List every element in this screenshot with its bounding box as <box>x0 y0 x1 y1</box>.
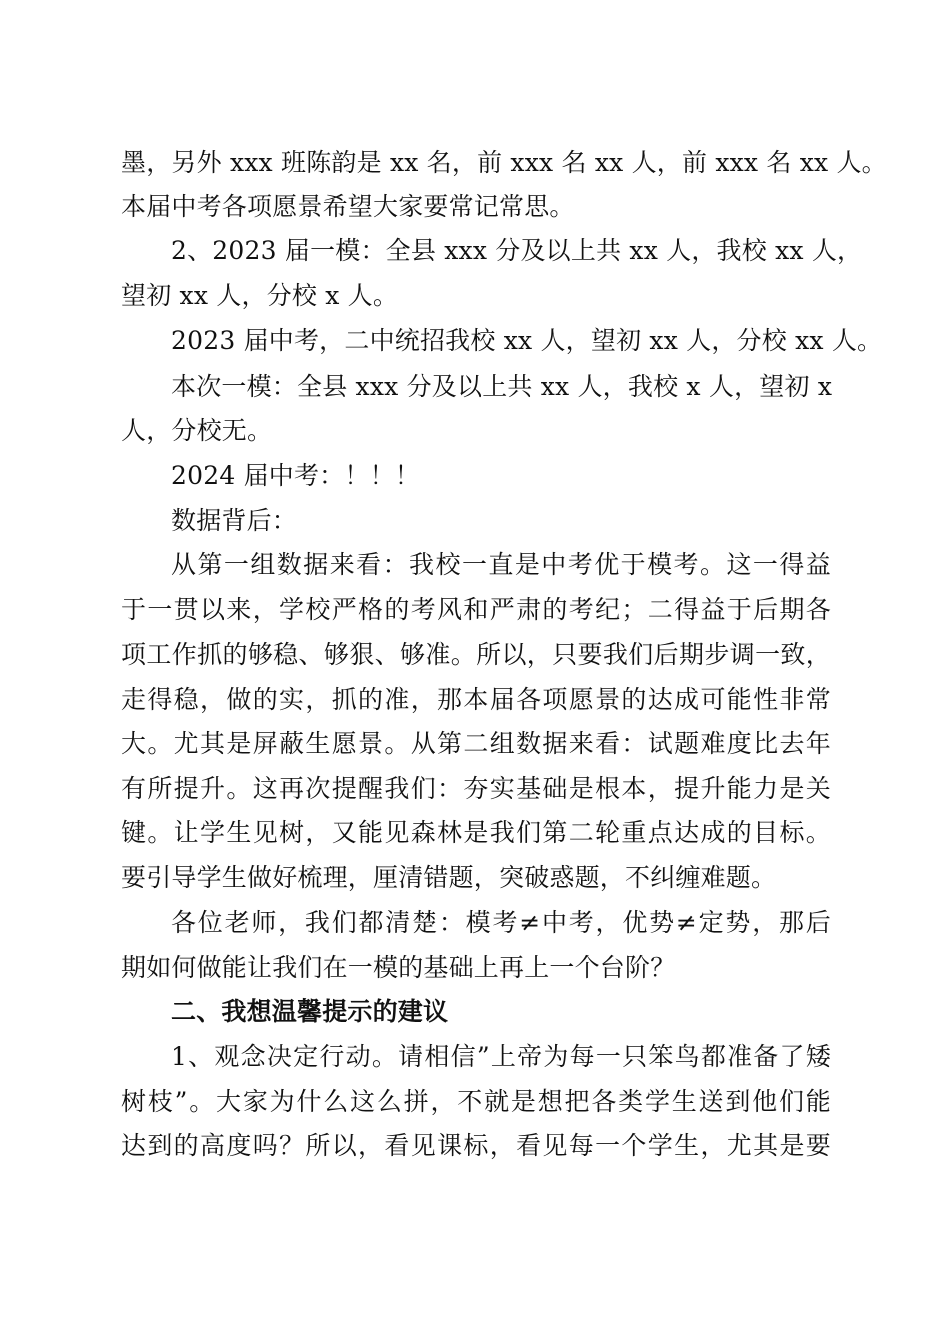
text-line: 从第一组数据来看：我校一直是中考优于模考。这一得益 <box>171 550 831 579</box>
text-line: 2023 届中考，二中统招我校 xx 人，望初 xx 人，分校 xx 人。 <box>171 326 883 355</box>
text-line: 本届中考各项愿景希望大家要常记常思。 <box>121 192 575 221</box>
section-heading: 二、我想温馨提示的建议 <box>171 997 449 1026</box>
text-line: 达到的高度吗？所以，看见课标，看见每一个学生，尤其是要 <box>121 1131 831 1160</box>
text-line: 树枝”。大家为什么这么拼，不就是想把各类学生送到他们能 <box>121 1087 831 1116</box>
text-line: 1、观念决定行动。请相信”上帝为每一只笨鸟都准备了矮 <box>171 1042 831 1071</box>
text-line: 有所提升。这再次提醒我们：夯实基础是根本，提升能力是关 <box>121 774 831 803</box>
text-line: 2、2023 届一模：全县 xxx 分及以上共 xx 人，我校 xx 人， <box>171 236 863 265</box>
text-line: 2024 届中考：！！！ <box>171 461 420 490</box>
text-line: 数据背后： <box>171 506 298 535</box>
text-line: 期如何做能让我们在一模的基础上再上一个台阶？ <box>121 953 676 982</box>
text-line: 项工作抓的够稳、够狠、够准。所以，只要我们后期步调一致， <box>121 640 831 669</box>
text-line: 本次一模：全县 xxx 分及以上共 xx 人，我校 x 人，望初 x <box>171 372 833 401</box>
text-line: 各位老师，我们都清楚：模考≠中考，优势≠定势，那后 <box>171 908 831 937</box>
text-line: 人，分校无。 <box>121 416 273 445</box>
text-line: 键。让学生见树，又能见森林是我们第二轮重点达成的目标。 <box>121 818 831 847</box>
text-line: 望初 xx 人，分校 x 人。 <box>121 281 399 310</box>
text-line: 墨，另外 xxx 班陈韵是 xx 名，前 xxx 名 xx 人，前 xxx 名 xx 人。 <box>121 148 887 177</box>
text-line: 走得稳，做的实，抓的准，那本届各项愿景的达成可能性非常 <box>121 685 831 714</box>
text-line: 要引导学生做好梳理，厘清错题，突破惑题，不纠缠难题。 <box>121 863 777 892</box>
text-line: 于一贯以来，学校严格的考风和严肃的考纪；二得益于后期各 <box>121 595 831 624</box>
text-line: 大。尤其是屏蔽生愿景。从第二组数据来看：试题难度比去年 <box>121 729 831 758</box>
